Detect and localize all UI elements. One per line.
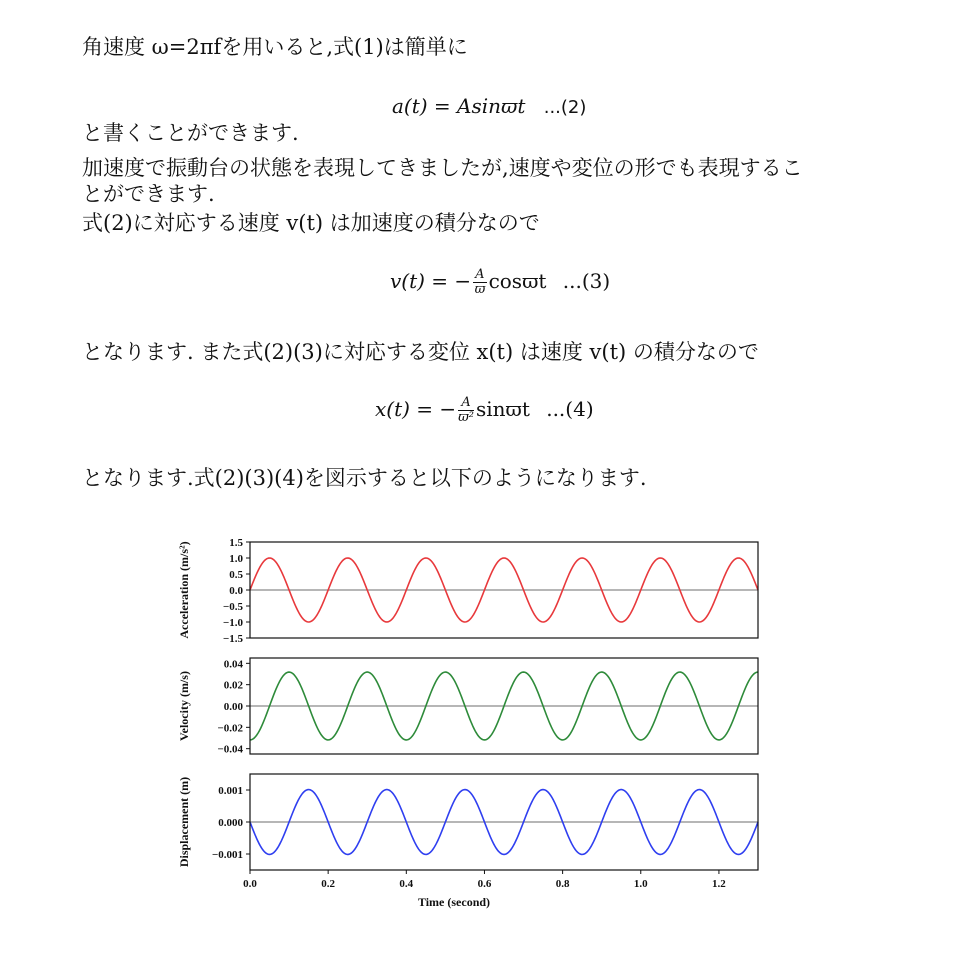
paragraph-line-7: となります.式(2)(3)(4)を図示すると以下のようになります. [82, 466, 647, 490]
equation-2 [392, 94, 586, 118]
acceleration-ytick-label: −1.0 [222, 617, 243, 629]
acceleration-ytick-label: 1.5 [229, 537, 243, 549]
equation-3-fraction [473, 268, 486, 297]
equation-2-tag: ...(2) [543, 97, 587, 118]
equation-3 [390, 268, 610, 297]
acceleration-ytick-label: −1.5 [222, 633, 243, 645]
equation-3-rhs: cosϖt [488, 269, 547, 293]
displacement-xtick-label: 0.0 [243, 878, 257, 890]
acceleration-ytick-label: 0.0 [229, 585, 243, 597]
displacement-xtick-label: 1.0 [633, 878, 648, 890]
velocity-ytick-label: 0.00 [223, 701, 243, 713]
paragraph-line-5: 式(2)に対応する速度 v(t) は加速度の積分なので [82, 211, 540, 235]
velocity-ytick-label: −0.02 [217, 722, 243, 735]
equation-4-tag: ...(4) [546, 397, 594, 421]
equation-4-numerator: A [458, 396, 474, 411]
equation-4 [375, 396, 594, 425]
acceleration-ylabel: Acceleration (m/s²) [177, 541, 191, 639]
acceleration-ytick-label: 0.5 [229, 569, 243, 581]
paragraph-line-4: とができます. [82, 182, 215, 206]
paragraph-line-1: 角速度 ω=2πfを用いると,式(1)は簡単に [82, 35, 468, 59]
paragraph-line-6: となります. また式(2)(3)に対応する変位 x(t) は速度 v(t) の積分なので [82, 340, 759, 364]
equation-3-numerator: A [475, 267, 485, 282]
paragraph-line-2: と書くことができます. [82, 121, 299, 145]
velocity-ylabel: Velocity (m/s) [177, 671, 191, 741]
velocity-ytick-label: 0.02 [223, 679, 243, 692]
velocity-ytick-label: 0.04 [223, 658, 243, 671]
displacement-ytick-label: −0.001 [211, 849, 243, 861]
equation-2-body: a(t) = Asinϖt [392, 94, 526, 118]
displacement-xtick-label: 1.2 [712, 878, 726, 890]
acceleration-ytick-label: −0.5 [222, 601, 243, 613]
equation-4-denominator: ϖ² [458, 410, 474, 425]
equation-3-lhs: v(t) = − [390, 269, 472, 293]
displacement-xlabel: Time (second) [417, 895, 491, 909]
equation-3-tag: ...(3) [562, 269, 611, 293]
equation-4-rhs: sinϖt [475, 397, 530, 421]
displacement-xtick-label: 0.8 [555, 878, 570, 890]
acceleration-ytick-label: 1.0 [229, 553, 243, 565]
displacement-xtick-label: 0.6 [477, 878, 492, 890]
paragraph-line-3: 加速度で振動台の状態を表現してきましたが,速度や変位の形でも表現するこ [82, 156, 803, 180]
displacement-ylabel: Displacement (m) [177, 776, 191, 868]
displacement-xtick-label: 0.4 [399, 878, 414, 890]
waveform-figure [160, 515, 780, 925]
velocity-ytick-label: −0.04 [217, 743, 243, 756]
equation-3-denominator: ϖ [474, 282, 486, 297]
displacement-ytick-label: 0.001 [218, 785, 243, 797]
equation-4-fraction [458, 396, 474, 425]
equation-4-lhs: x(t) = − [375, 397, 457, 421]
displacement-ytick-label: 0.000 [218, 817, 243, 829]
displacement-xtick-label: 0.2 [321, 878, 336, 890]
